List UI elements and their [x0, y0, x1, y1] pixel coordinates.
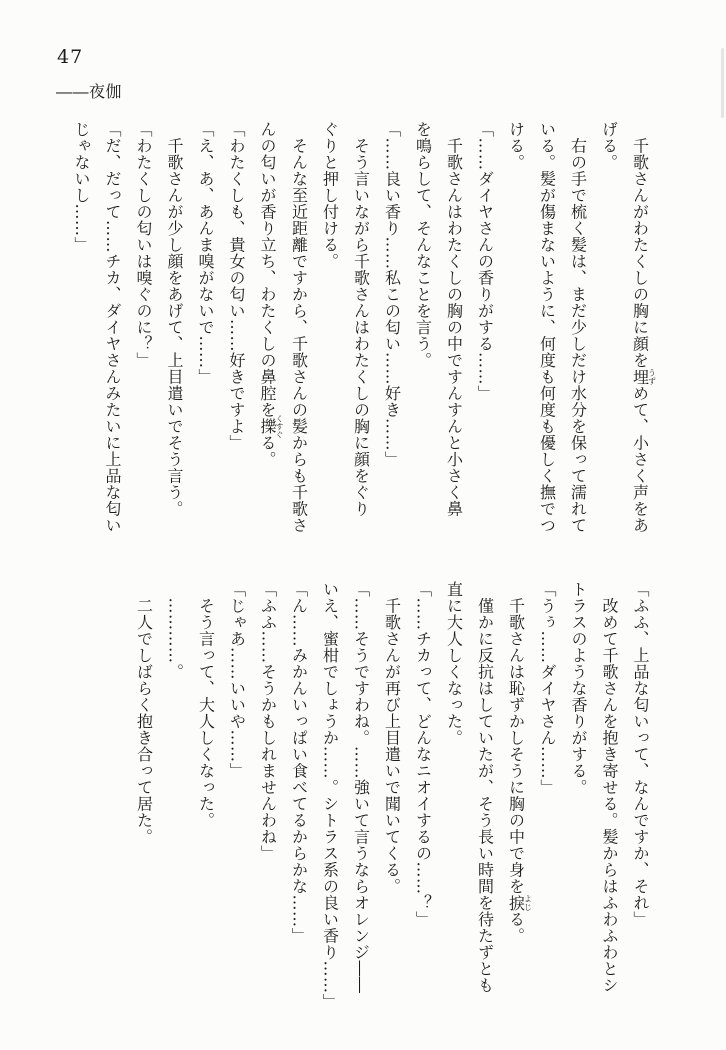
text-line: 「……チカって、どんなニオイするの……？」: [413, 581, 433, 928]
text-line: トラスのような香りがする。: [569, 581, 588, 796]
text-line: そう言いながら千歌さんはわたくしの胸に顔をぐり: [351, 121, 371, 517]
text-line: 右の手で梳く髪は、まだ少しだけ水分を保って濡れて: [568, 121, 588, 534]
page-number: 47: [57, 46, 84, 68]
text-line: 千歌さんはわたくしの胸の中ですんすんと小さく鼻: [444, 121, 464, 517]
text-line: 「ふふ……そうかもしれませんわね」: [258, 581, 278, 862]
text-line: いえ、蜜柑でしょうか……。シトラス系の良い香り……」: [320, 581, 340, 1010]
text-line: 「……ダイヤさんの香りがする……」: [475, 121, 495, 402]
text-line: 「ん……みかんいっぱい食べてるからかな……」: [289, 581, 309, 944]
text-line: そんな至近距離ですから、千歌さんの髪からも千歌さ: [289, 121, 309, 534]
text-line: 「わたくしも、貴女の匂い……好きですよ」: [227, 121, 246, 451]
text-line: ぐりと押し付ける。: [320, 121, 340, 270]
text-line: 千歌さんがわたくしの胸に顔を埋うずめて、小さく声をあ: [630, 121, 657, 534]
text-line: 改めて千歌さんを抱き寄せる。髪からはふわふわとシ: [600, 581, 619, 994]
text-line: 二人でしばらく抱き合って居た。: [134, 581, 154, 845]
text-line: 「え、あ、あんま嗅がないで……」: [196, 121, 215, 385]
text-line: そう言って、大人しくなった。: [196, 581, 216, 829]
text-line: いる。髪が傷まないように、何度も何度も優しく撫でつ: [537, 121, 557, 534]
text-line: げる。: [599, 121, 619, 171]
chapter-header: ――夜伽: [56, 82, 123, 101]
text-line: 「じゃあ……いいや……」: [227, 581, 247, 779]
text-line: 千歌さんが再び上目遣いで聞いてくる。: [382, 581, 402, 895]
text-block-bottom: [129, 581, 657, 1023]
text-line: を鳴らして、そんなことを言う。: [413, 121, 433, 369]
text-line: 千歌さんが少し顔をあげて、上目遣いでそう言う。: [165, 121, 184, 517]
text-line: 「……良い香り……私この匂い……好き……」: [382, 121, 402, 468]
text-line: …………。: [165, 581, 185, 680]
text-line: 直に大人しくなった。: [444, 581, 464, 746]
text-line: ける。: [506, 121, 526, 171]
text-line: 「だ、だって……チカ、ダイヤさんみたいに上品な匂い: [103, 121, 122, 534]
text-line: 千歌さんは恥ずかしそうに胸の中で身を捩よじる。: [506, 581, 533, 944]
text-line: 「わたくしの匂いは嗅ぐのに？」: [134, 121, 153, 369]
text-line: 「うぅ……ダイヤさん……」: [538, 581, 557, 796]
text-line: 僅かに反抗はしていたが、そう長い時間を待たずとも: [475, 581, 495, 994]
scan-edge-artifact: [721, 48, 724, 118]
text-line: じゃないし……」: [72, 121, 91, 253]
text-line: 「……そうですわね。……強いて言うならオレンジ――: [351, 581, 371, 994]
text-line: 「ふふ、上品な匂いって、なんですか、それ」: [631, 581, 650, 928]
text-block-top: [66, 121, 656, 563]
text-line: んの匂いが香り立ち、わたくしの鼻腔を擽くすぐる。: [258, 121, 284, 468]
